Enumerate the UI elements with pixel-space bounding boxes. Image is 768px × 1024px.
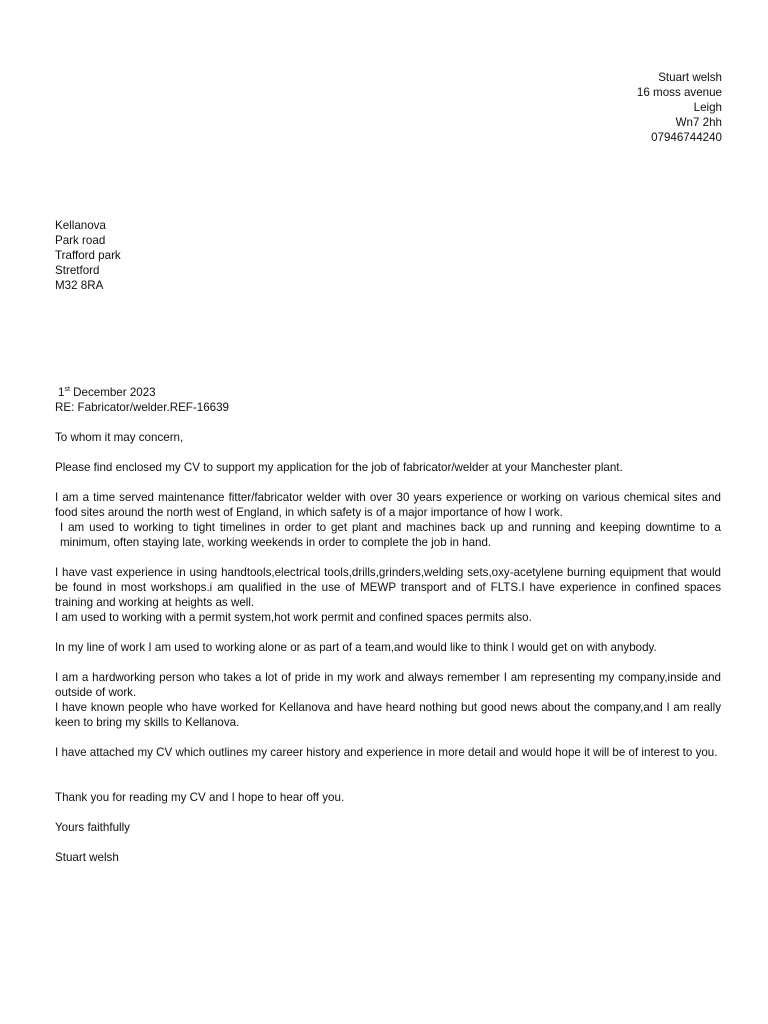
sender-phone: 07946744240 bbox=[651, 131, 722, 144]
sender-address bbox=[637, 70, 722, 145]
recipient-street: Park road bbox=[55, 234, 106, 247]
recipient-postcode: M32 8RA bbox=[55, 279, 104, 292]
recipient-address bbox=[55, 218, 121, 293]
paragraph-permits: I am used to working with a permit system,hot work permit and confined spaces permits also. bbox=[55, 611, 532, 624]
paragraph-cv-attached: I have attached my CV which outlines my career history and experience in more detail and would hope it will be of interest to you. bbox=[55, 746, 718, 759]
reference-line: RE: Fabricator/welder.REF-16639 bbox=[55, 401, 229, 414]
letter-body bbox=[55, 385, 721, 865]
date-day: 1 bbox=[58, 386, 65, 399]
paragraph-teamwork: In my line of work I am used to working alone or as part of a team,and would like to think I would get on with anybody. bbox=[55, 641, 657, 654]
salutation: To whom it may concern, bbox=[55, 431, 184, 444]
paragraph-thanks: Thank you for reading my CV and I hope to hear off you. bbox=[55, 791, 345, 804]
sender-town: Leigh bbox=[693, 101, 722, 114]
letter-date bbox=[55, 385, 721, 400]
recipient-area: Trafford park bbox=[55, 249, 121, 262]
recipient-town: Stretford bbox=[55, 264, 100, 277]
date-suffix: st bbox=[64, 386, 70, 393]
paragraph-experience: I am a time served maintenance fitter/fabricator welder with over 30 years experience or working on various chemical sites and food sites around the north west of England, in which safety is of a major importance of how I work. bbox=[55, 491, 721, 519]
sender-name: Stuart welsh bbox=[658, 71, 722, 84]
paragraph-tools: I have vast experience in using handtools,electrical tools,drills,grinders,welding sets,oxy-acetylene burning equipment that would be found in most workshops.i am qualified in the use of MEWP transport and of FLTS.I have experience in confined spaces training and working at heights as well. bbox=[55, 566, 721, 609]
closing: Yours faithfully bbox=[55, 821, 130, 834]
sender-street: 16 moss avenue bbox=[636, 86, 722, 99]
paragraph-hardworking: I am a hardworking person who takes a lot of pride in my work and always remember I am representing my company,inside and outside of work. bbox=[55, 671, 721, 699]
paragraph-company: I have known people who have worked for Kellanova and have heard nothing but good news about the company,and I am really keen to bring my skills to Kellanova. bbox=[55, 701, 721, 729]
recipient-company: Kellanova bbox=[55, 219, 106, 232]
sender-postcode: Wn7 2hh bbox=[675, 116, 722, 129]
paragraph-timelines: I am used to working to tight timelines in order to get plant and machines back up and running and keeping downtime to a minimum, often staying late, working weekends in order to complete the job in hand. bbox=[60, 521, 721, 549]
paragraph-application: Please find enclosed my CV to support my application for the job of fabricator/welder at your Manchester plant. bbox=[55, 461, 623, 474]
signature: Stuart welsh bbox=[55, 851, 119, 864]
date-rest: December 2023 bbox=[69, 386, 156, 399]
